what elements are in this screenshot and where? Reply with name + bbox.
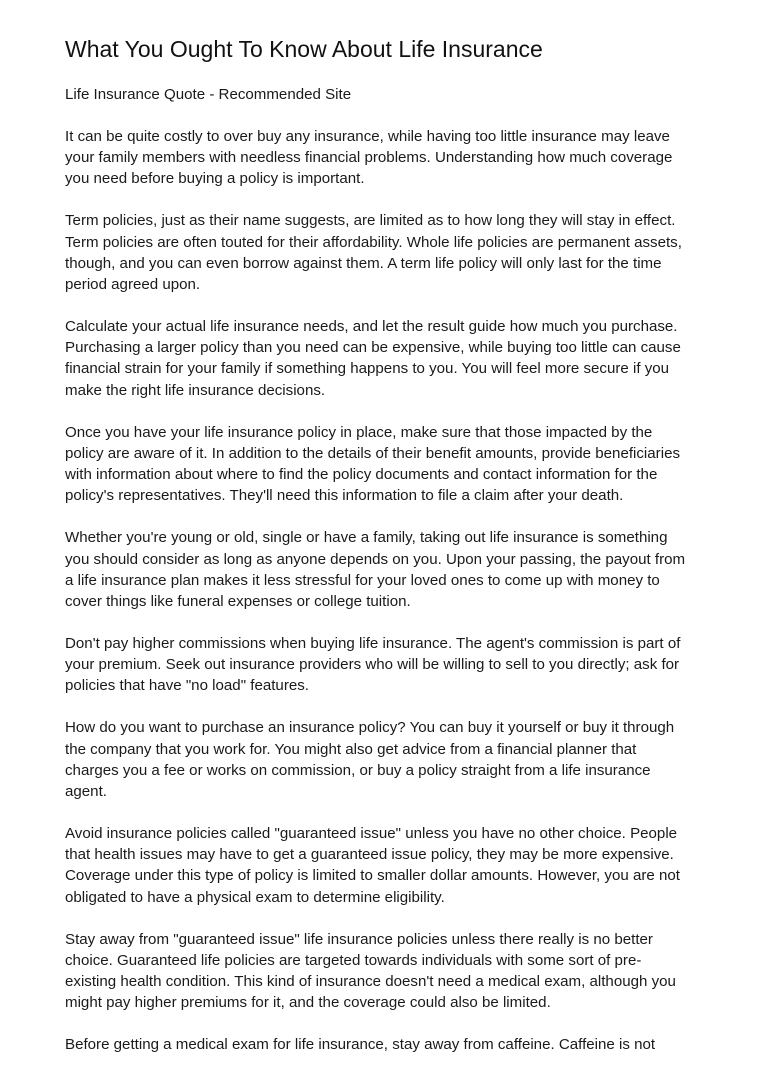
paragraph-line: that health issues may have to get a guaranteed issue policy, they may be more expensive.	[65, 846, 674, 864]
paragraph-line: existing health condition. This kind of insurance doesn't need a medical exam, although you	[65, 973, 676, 990]
paragraph-line: your family members with needless financial problems. Understanding how much coverage	[65, 149, 673, 167]
paragraph-line: agent.	[65, 782, 107, 800]
paragraph-line: charges you a fee or works on commission, or buy a policy straight from a life insurance	[65, 761, 651, 779]
body-paragraph	[65, 527, 715, 612]
paragraph-line: Whether you're young or old, single or have a family, taking out life insurance is something	[65, 529, 668, 547]
body-paragraph	[65, 1034, 715, 1055]
body-paragraph	[65, 126, 715, 189]
paragraph-line: though, and you can even borrow against them. A term life policy will only last for the time	[65, 254, 662, 272]
paragraph-line: Stay away from "guaranteed issue" life insurance policies unless there really is no better	[65, 930, 653, 948]
paragraph-line: Once you have your life insurance policy in place, make sure that those impacted by the	[65, 423, 653, 441]
paragraph-line: cover things like funeral expenses or college tuition.	[65, 592, 411, 610]
paragraph-line: Term policies are often touted for their affordability. Whole life policies are permanent assets,	[65, 233, 682, 251]
paragraph-line: Coverage under this type of policy is limited to smaller dollar amounts. However, you are not	[65, 867, 680, 885]
body-paragraph	[65, 929, 715, 1014]
document-page	[65, 34, 715, 1055]
paragraph-line: might pay higher premiums for it, and the coverage could also be limited.	[65, 994, 551, 1012]
paragraph-line: the company that you work for. You might also get advice from a financial planner that	[65, 740, 637, 758]
paragraph-line: financial strain for your family if something happens to you. You will feel more secure if you	[65, 360, 670, 378]
subtitle-link-text: Life Insurance Quote - Recommended Site	[65, 86, 352, 103]
body-paragraph	[65, 633, 715, 696]
body-paragraph	[65, 210, 715, 295]
paragraph-line: a life insurance plan makes it less stressful for your loved ones to come up with money to	[65, 571, 660, 589]
body-paragraphs	[65, 126, 715, 1055]
paragraph-line: obligated to have a physical exam to determine eligibility.	[65, 888, 445, 906]
body-paragraph	[65, 422, 715, 507]
paragraph-line: Don't pay higher commissions when buying life insurance. The agent's commission is part of	[65, 634, 681, 652]
paragraph-line: choice. Guaranteed life policies are targeted towards individuals with some sort of pre-	[65, 951, 642, 969]
page-title: What You Ought To Know About Life Insurance	[65, 36, 543, 62]
paragraph-line: Avoid insurance policies called "guaranteed issue" unless you have no other choice. People	[65, 825, 678, 843]
body-paragraph	[65, 316, 715, 401]
paragraph-line: How do you want to purchase an insurance policy? You can buy it yourself or buy it through	[65, 719, 675, 737]
paragraph-line: policies that have "no load" features.	[65, 677, 309, 695]
paragraph-line: your premium. Seek out insurance providers who will be willing to sell to you directly; ask for	[65, 656, 680, 674]
paragraph-line: policy are aware of it. In addition to the details of their benefit amounts, provide beneficiaries	[65, 444, 681, 462]
paragraph-line: with information about where to find the policy documents and contact information for the	[65, 466, 658, 484]
paragraph-line: Before getting a medical exam for life insurance, stay away from caffeine. Caffeine is not	[65, 1036, 656, 1054]
paragraph-line: policy's representatives. They'll need this information to file a claim after your death.	[65, 487, 624, 505]
paragraph-line: It can be quite costly to over buy any insurance, while having too little insurance may leave	[65, 128, 670, 145]
paragraph-line: Calculate your actual life insurance needs, and let the result guide how much you purchase.	[65, 318, 678, 336]
body-paragraph	[65, 823, 715, 908]
paragraph-line: Term policies, just as their name suggests, are limited as to how long they will stay in effect.	[65, 212, 676, 230]
paragraph-line: period agreed upon.	[65, 275, 201, 293]
paragraph-line: Purchasing a larger policy than you need can be expensive, while buying too little can cause	[65, 339, 681, 357]
paragraph-line: make the right life insurance decisions.	[65, 381, 326, 399]
body-paragraph	[65, 717, 715, 802]
paragraph-line: you need before buying a policy is important.	[65, 170, 365, 188]
paragraph-line: you should consider as long as anyone depends on you. Upon your passing, the payout from	[65, 550, 686, 568]
